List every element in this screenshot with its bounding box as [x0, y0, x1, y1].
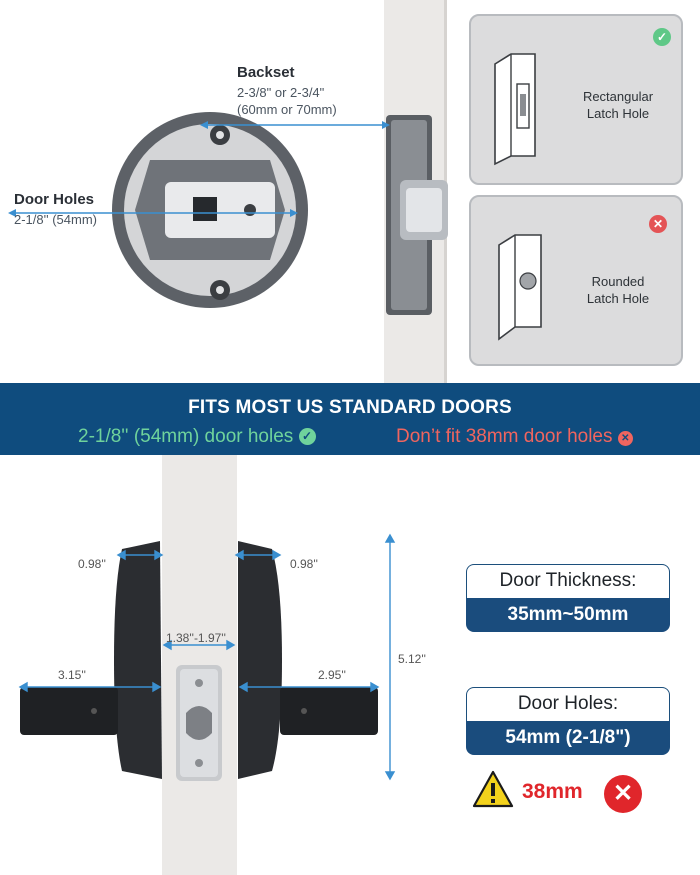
dim-right-lever: 2.95'' — [318, 668, 346, 682]
dim-left-lever: 3.15'' — [58, 668, 86, 682]
banner-headline: FITS MOST US STANDARD DOORS — [188, 397, 512, 418]
dim-latch-range: 1.38''-1.97'' — [166, 631, 226, 645]
door-holes-spec-title: Door Holes: — [466, 687, 670, 721]
backset-line1: 2-3/8" or 2-3/4" — [237, 85, 325, 100]
backset-arrow — [200, 118, 390, 132]
door-holes-value: 2-1/8'' (54mm) — [14, 212, 97, 227]
card2-label-line1: Rounded — [591, 274, 645, 289]
warning-cross-icon: ✕ — [604, 775, 642, 813]
fit-text-label: 2-1/8'' (54mm) door holes — [78, 426, 294, 447]
fit-text — [78, 426, 316, 448]
door-holes-title: Door Holes — [14, 191, 95, 208]
dim-right-rose: 0.98'' — [290, 557, 318, 571]
dimension-arrows — [0, 455, 420, 875]
dim-height: 5.12'' — [398, 652, 426, 666]
warning-icon — [472, 770, 514, 808]
card-rounded-latch — [469, 195, 683, 366]
backset-title: Backset — [237, 64, 295, 81]
check-icon: ✓ — [653, 28, 671, 46]
green-check-icon: ✓ — [299, 428, 316, 445]
backset-line2: (60mm or 70mm) — [237, 102, 337, 117]
card-rectangular-latch — [469, 14, 683, 185]
card2-label-line2: Latch Hole — [586, 291, 650, 306]
card1-label-line2: Latch Hole — [586, 106, 650, 121]
door-thickness-value: 35mm~50mm — [466, 598, 670, 632]
nofit-text-label: Don’t fit 38mm door holes — [396, 426, 613, 447]
dim-left-rose: 0.98'' — [78, 557, 106, 571]
cross-icon: ✕ — [649, 215, 667, 233]
rounded-latch-drawing — [495, 227, 555, 347]
rectangular-latch-drawing — [489, 46, 549, 166]
card1-label-line1: Rectangular — [582, 89, 654, 104]
top-section — [0, 0, 700, 383]
nofit-text — [396, 426, 633, 448]
door-holes-spec-value: 54mm (2-1/8") — [466, 721, 670, 755]
warning-value: 38mm — [522, 780, 583, 803]
red-cross-icon: ✕ — [618, 431, 633, 446]
door-thickness-title: Door Thickness: — [466, 564, 670, 598]
bottom-section — [0, 455, 700, 875]
